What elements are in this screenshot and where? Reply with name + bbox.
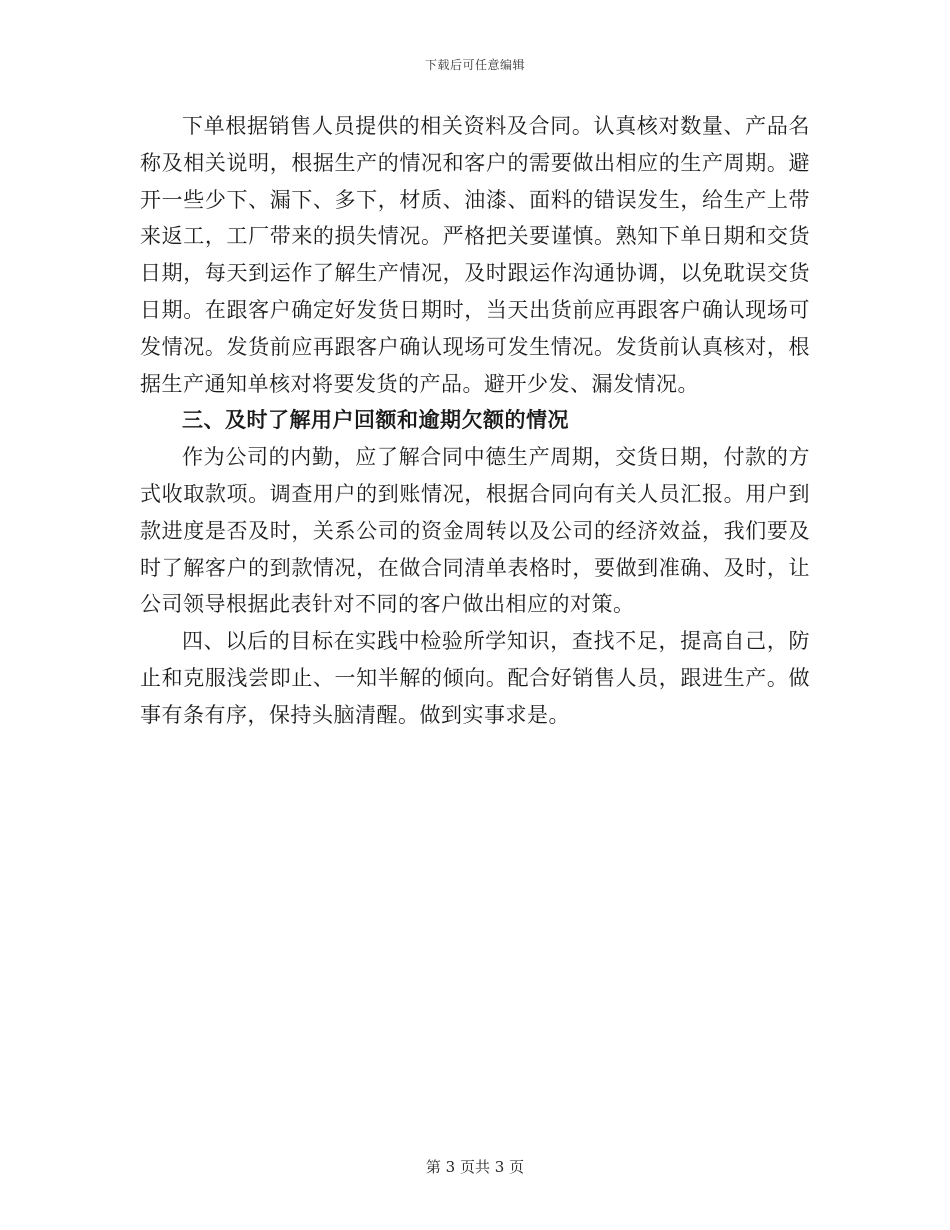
document-body	[140, 108, 810, 734]
paragraph-ordering: 下单根据销售人员提供的相关资料及合同。认真核对数量、产品名称及相关说明，根据生产的情况和客户的需要做出相应的生产周期。避开一些少下、漏下、多下，材质、油漆、面料的错误发生，给生产上带来返工，工厂带来的损失情况。严格把关要谨慎。熟知下单日期和交货日期，每天到运作了解生产情况，及时跟运作沟通协调，以免耽误交货日期。在跟客户确定好发货日期时，当天出货前应再跟客户确认现场可发情况。发货前应再跟客户确认现场可发生情况。发货前认真核对，根据生产通知单核对将要发货的产品。避开少发、漏发情况。	[140, 114, 810, 396]
page-header: 下载后可任意编辑	[424, 58, 525, 72]
paragraph-payments: 作为公司的内勤，应了解合同中德生产周期，交货日期，付款的方式收取款项。调查用户的到账情况，根据合同向有关人员汇报。用户到款进度是否及时，关系公司的资金周转以及公司的经济效益，我们要及时了解客户的到款情况，在做合同清单表格时，要做到准确、及时，让公司领导根据此表针对不同的客户做出相应的对策。	[140, 445, 810, 617]
paragraph-future-goals: 四、以后的目标在实践中检验所学知识，查找不足，提高自己，防止和克服浅尝即止、一知半解的倾向。配合好销售人员，跟进生产。做事有条有序，保持头脑清醒。做到实事求是。	[140, 629, 810, 727]
section-heading-3: 三、及时了解用户回额和逾期欠额的情况	[182, 407, 569, 433]
page-number-footer: 第 3 页共 3 页	[425, 1158, 525, 1176]
